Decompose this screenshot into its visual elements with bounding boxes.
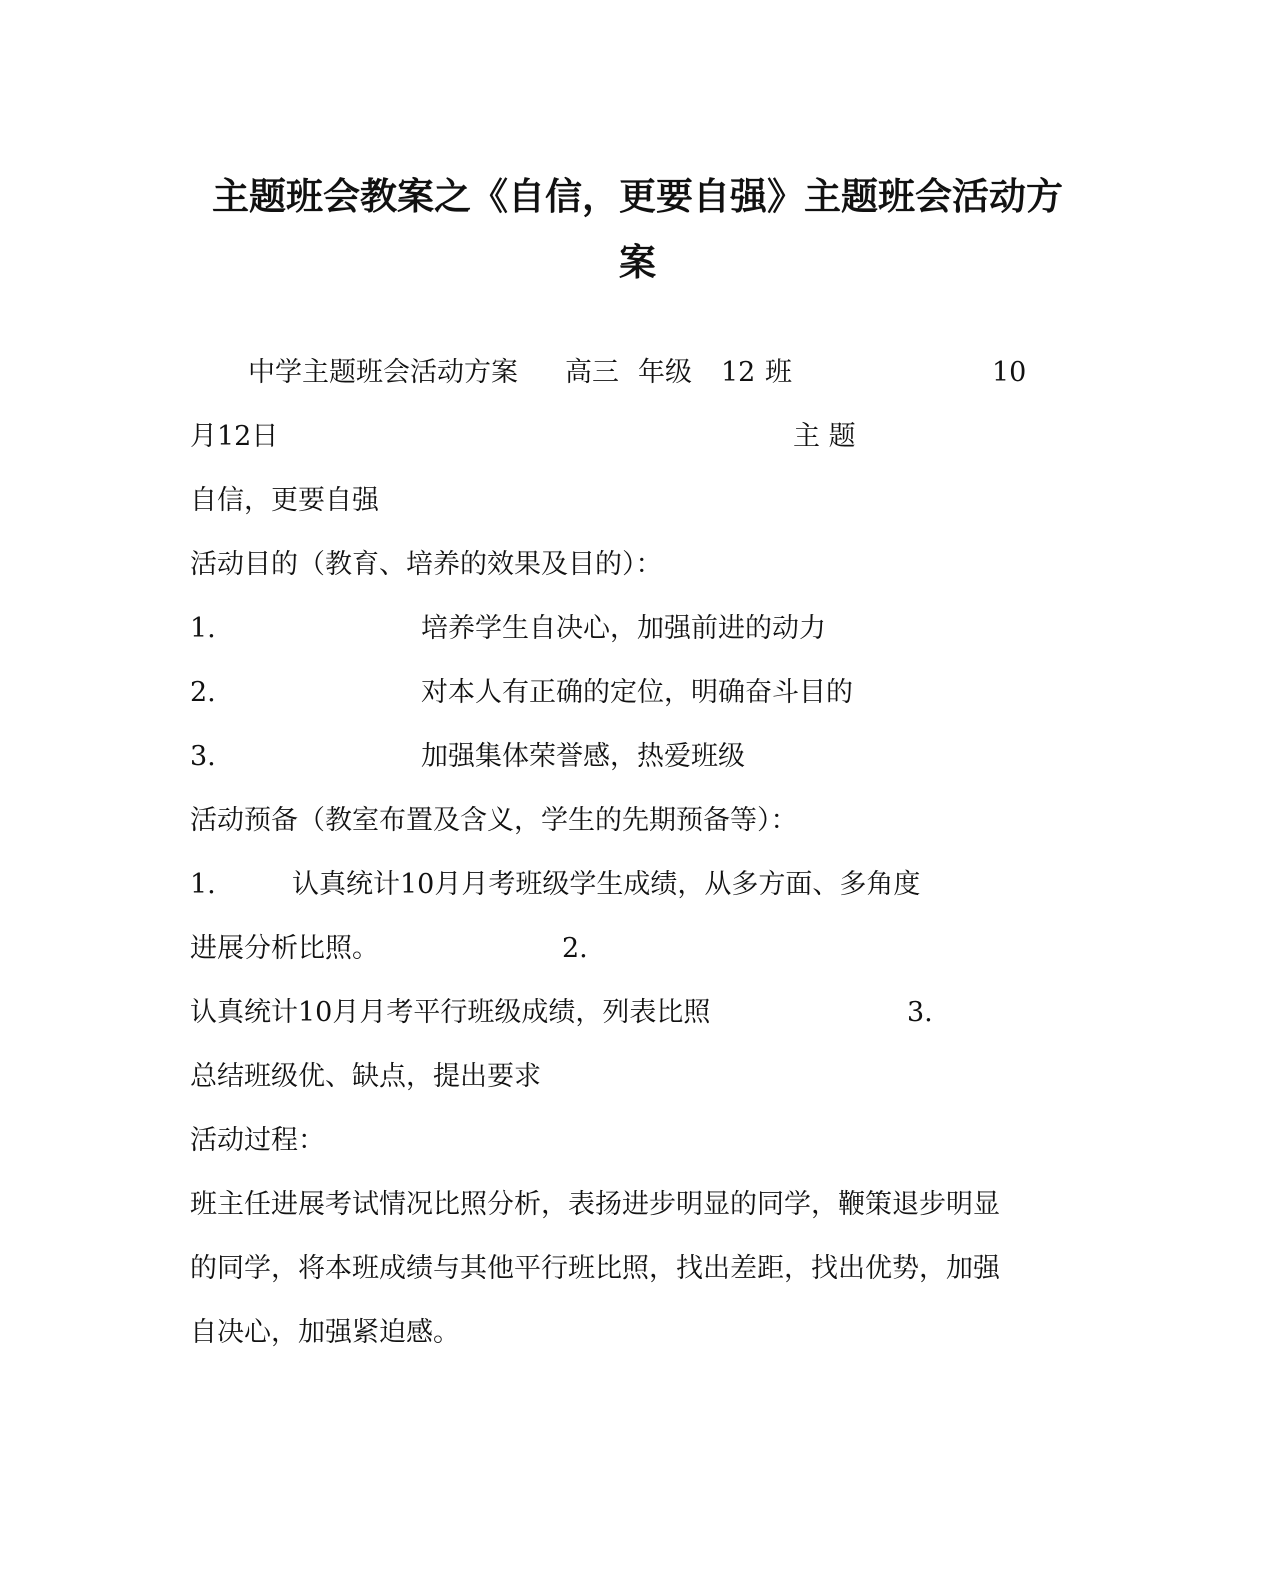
header-date-rest: 月12日 [190, 421, 279, 452]
document-title-line-2: 案 [619, 241, 656, 284]
goal-number: 2. [190, 677, 216, 708]
header-grade-label: 年级 [638, 357, 692, 388]
prep-item-2-number: 2. [562, 933, 588, 964]
header-grade: 高三 [565, 357, 619, 388]
header-class-label: 班 [765, 357, 792, 388]
prep-heading: 活动预备（教室布置及含义，学生的先期预备等）： [190, 805, 798, 836]
header-class-number: 12 [721, 357, 756, 388]
goals-heading: 活动目的（教育、培养的效果及目的）： [190, 549, 663, 580]
prep-item-1-text: 认真统计10月月考班级学生成绩，从多方面、多角度 [292, 869, 921, 900]
prep-item-1-number: 1. [190, 869, 216, 900]
header-label: 中学主题班会活动方案 [248, 357, 518, 388]
goal-number: 3. [190, 741, 216, 772]
goal-text: 加强集体荣誉感，热爱班级 [421, 741, 745, 772]
header-topic: 自信，更要自强 [190, 485, 379, 516]
process-paragraph-line: 的同学，将本班成绩与其他平行班比照，找出差距，找出优势，加强 [190, 1253, 1000, 1284]
process-paragraph-line: 自决心，加强紧迫感。 [190, 1317, 460, 1348]
process-paragraph-line: 班主任进展考试情况比照分析，表扬进步明显的同学，鞭策退步明显 [190, 1189, 1000, 1220]
prep-item-3-number: 3. [907, 997, 933, 1028]
prep-item-3-text: 总结班级优、缺点，提出要求 [190, 1061, 541, 1092]
header-topic-label: 主 题 [793, 421, 856, 452]
process-heading: 活动过程： [190, 1125, 325, 1156]
header-date-month: 10 [992, 357, 1027, 388]
goal-text: 培养学生自决心，加强前进的动力 [421, 613, 826, 644]
document-title-line-1: 主题班会教案之《自信，更要自强》主题班会活动方 [212, 175, 1063, 218]
goal-number: 1. [190, 613, 216, 644]
prep-item-1-continuation: 进展分析比照。 [190, 933, 379, 964]
prep-item-2-text: 认真统计10月月考平行班级成绩，列表比照 [190, 997, 711, 1028]
goal-text: 对本人有正确的定位，明确奋斗目的 [421, 677, 853, 708]
